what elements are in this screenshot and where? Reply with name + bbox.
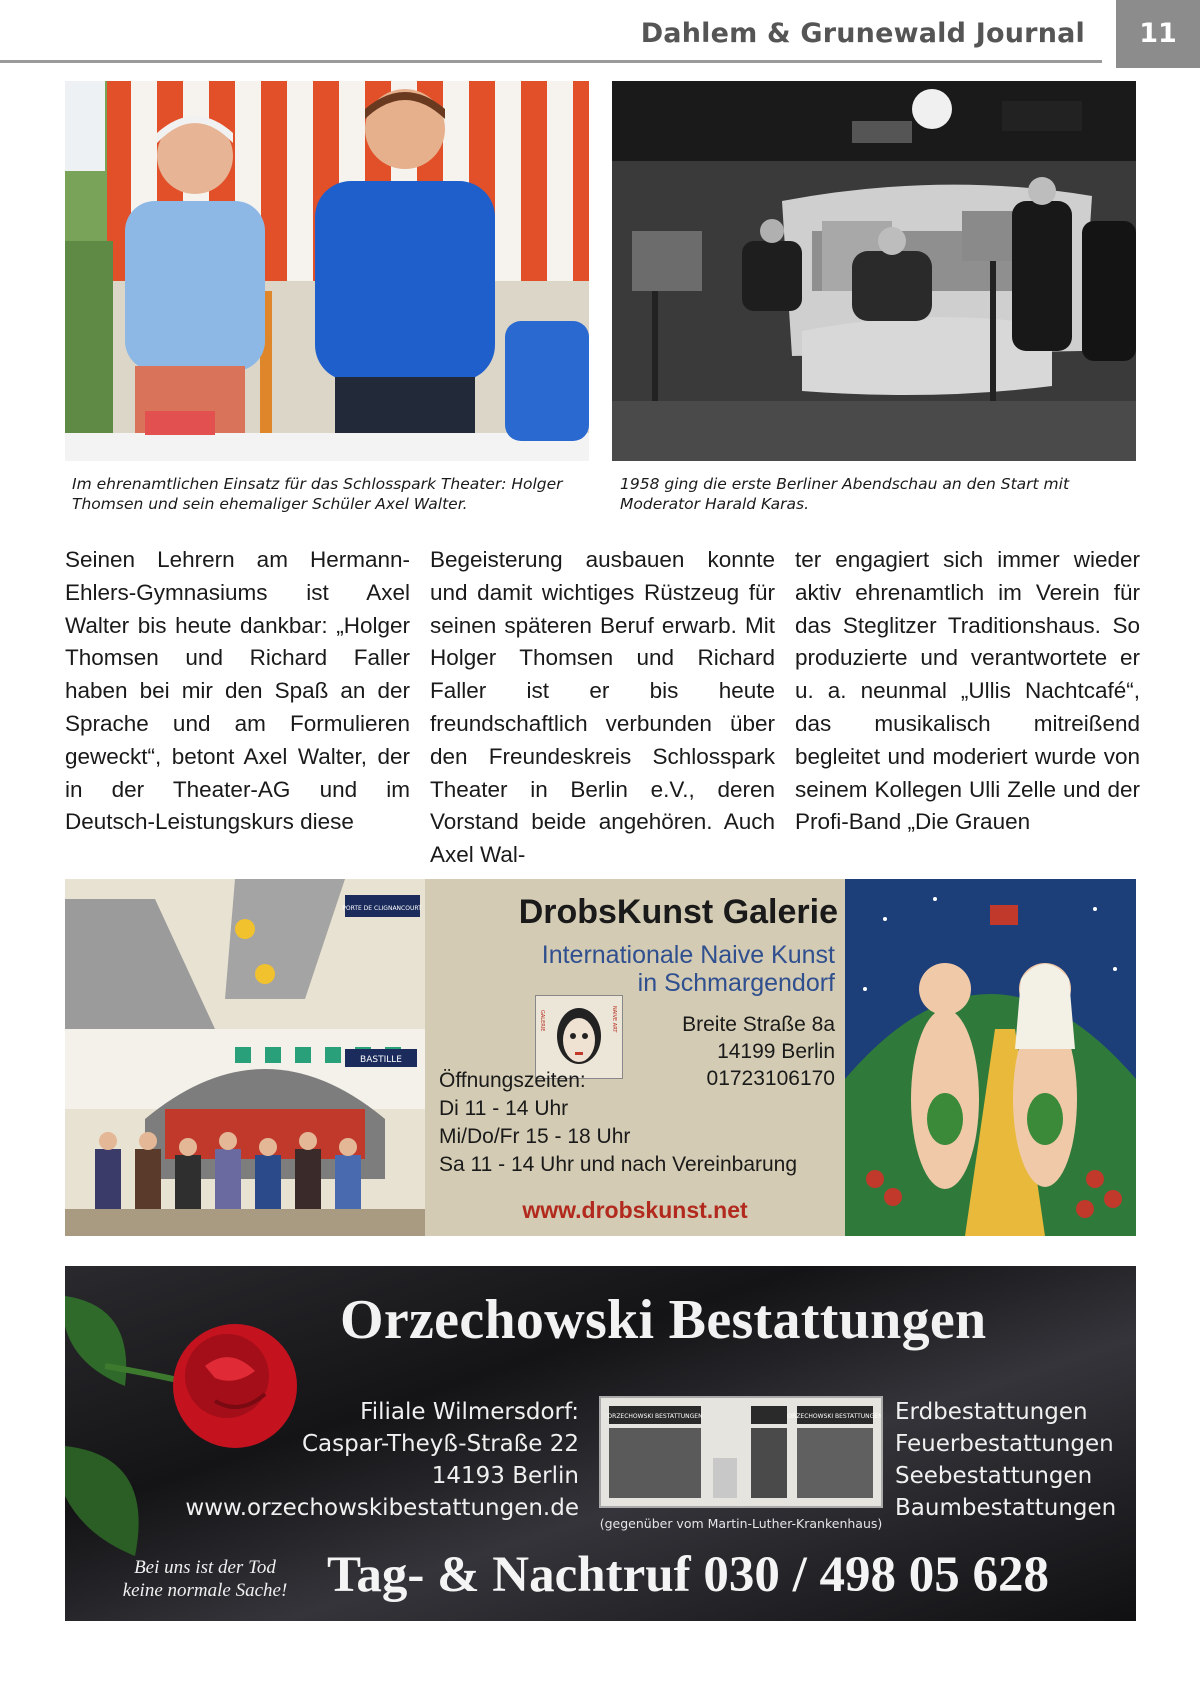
page-number: 11 (1116, 0, 1200, 68)
branch-city: 14193 Berlin (431, 1463, 579, 1489)
service-item: Seebestattungen (895, 1463, 1093, 1489)
page-tab-notch (1102, 0, 1116, 63)
naive-painting-metro (65, 879, 425, 1236)
photo-tv-studio-illustration (612, 81, 1136, 461)
service-item: Baumbestattungen (895, 1495, 1117, 1521)
hours-line-3: Sa 11 - 14 Uhr und nach Vereinbarung (439, 1153, 798, 1176)
caption-volunteers: Im ehrenamtlichen Einsatz für das Schlosspark Theater: Holger Thomsen und sein ehemaliger Schüler Axel Walter. (72, 475, 563, 513)
portrait-illustration (536, 996, 622, 1078)
portrait-left-text: GALERIE (539, 1010, 545, 1032)
sign-bastille: BASTILLE (360, 1055, 402, 1065)
galerie-city: 14199 Berlin (717, 1040, 835, 1063)
ad-orzechowski-bestattungen (65, 1266, 1136, 1621)
galerie-website-link[interactable]: www.drobskunst.net (522, 1197, 748, 1223)
galerie-subtitle (542, 941, 835, 997)
slogan-line-2: keine normale Sache! (122, 1580, 288, 1601)
bestattungen-title: Orzechowski Bestattungen (340, 1289, 987, 1351)
service-item: Feuerbestattungen (895, 1431, 1114, 1457)
photo-volunteers (65, 81, 589, 461)
branch-website-link[interactable]: www.orzechowskibestattungen.de (185, 1495, 579, 1521)
galerie-subtitle-line-1: Internationale Naive Kunst (541, 941, 835, 969)
article-column-2: Begeisterung ausbauen konnte und damit wichtiges Rüstzeug für seinen späteren Beruf erwarb. Mit Holger Thomsen und Richard Faller ist er bis heute freundschaftlich verbunden über den Freundeskreis Schlosspark Theater in Berlin e.V., deren Vorstand beide angehören. Auch Axel Wal- (430, 547, 775, 868)
photo-tv-studio (612, 81, 1136, 461)
galerie-logo-portrait (535, 995, 623, 1079)
caption-tv-studio: 1958 ging die erste Berliner Abendschau an den Start mit Moderator Harald Karas. (620, 475, 1070, 513)
branch-address (185, 1396, 579, 1524)
hours-line-2: Mi/Do/Fr 15 - 18 Uhr (439, 1125, 631, 1148)
metro-painting-illustration (65, 879, 425, 1236)
services-list (895, 1396, 1116, 1524)
ad-drobskunst-galerie (65, 879, 1136, 1236)
photo-volunteers-illustration (65, 81, 589, 461)
opening-hours-label: Öffnungszeiten: (439, 1069, 586, 1092)
galerie-title: DrobsKunst Galerie (518, 893, 838, 931)
bestattungen-slogan (105, 1556, 305, 1602)
opening-hours (439, 1095, 797, 1179)
article-column-3: ter engagiert sich immer wieder aktiv ehrenamtlich im Verein für das Steglitzer Traditionshaus. So produzierte und verantwortete er u. a. neunmal „Ullis Nachtcafé“, das musikalisch mitreißend begleitet und moderiert wurde von seinem Kollegen Ulli Zelle und der Profi-Band „Die Grauen (795, 547, 1140, 835)
galerie-street: Breite Straße 8a (682, 1013, 835, 1036)
galerie-phone: 01723106170 (706, 1067, 835, 1090)
page-header (0, 0, 1200, 72)
adam-eve-painting-illustration (845, 879, 1136, 1236)
galerie-info-panel (425, 879, 845, 1236)
sign-porte: PORTE DE CLIGNANCOURT (342, 905, 422, 912)
galerie-subtitle-line-2: in Schmargendorf (637, 969, 835, 997)
header-rule (0, 60, 1116, 63)
shopfront-caption: (gegenüber vom Martin-Luther-Krankenhaus) (599, 1516, 883, 1531)
slogan-line-1: Bei uns ist der Tod (134, 1557, 276, 1578)
branch-label: Filiale Wilmersdorf: (360, 1399, 579, 1425)
service-item: Erdbestattungen (895, 1399, 1088, 1425)
naive-painting-adam-eve (845, 879, 1136, 1236)
portrait-right-text: NAIVE ART (611, 1006, 617, 1033)
shop-sign-right: ORZECHOWSKI BESTATTUNGEN (787, 1413, 881, 1420)
hours-line-1: Di 11 - 14 Uhr (439, 1097, 569, 1120)
article-column-1: Seinen Lehrern am Hermann-Ehlers-Gymnasiums ist Axel Walter bis heute dankbar: „Holger Thomsen und Richard Faller haben bei mir den Spaß an der Sprache und am Formulieren geweckt“, betont Axel Walter, der in der Theater-AG und im Deutsch-Leistungskurs diese (65, 547, 410, 835)
branch-street: Caspar-Theyß-Straße 22 (302, 1431, 579, 1457)
emergency-phone: Tag- & Nachtruf 030 / 498 05 628 (327, 1547, 1050, 1603)
shop-sign-left: ORZECHOWSKI BESTATTUNGEN (607, 1413, 703, 1420)
shopfront-photo (599, 1396, 883, 1508)
galerie-address (682, 1011, 835, 1092)
shopfront-illustration (601, 1398, 881, 1506)
journal-title: Dahlem & Grunewald Journal (640, 18, 1085, 49)
